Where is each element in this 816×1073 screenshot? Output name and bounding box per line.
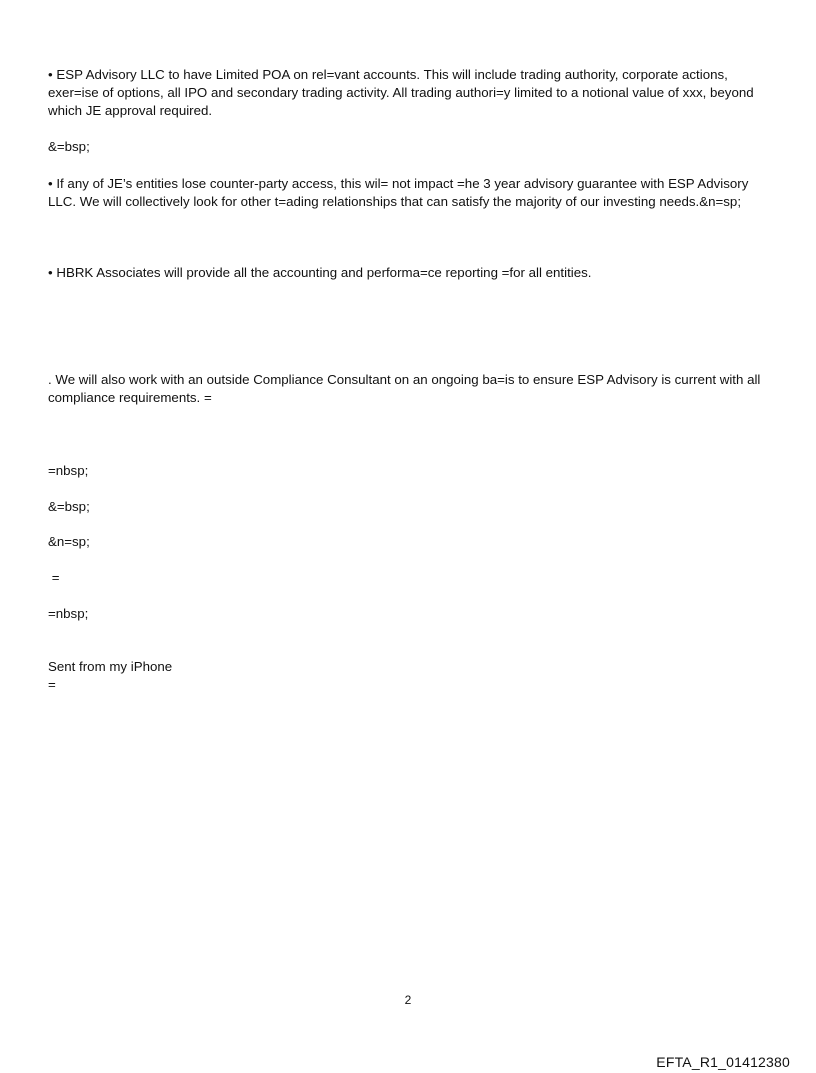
document-id: EFTA_R1_01412380 [656,1054,790,1070]
page-number: 2 [404,993,412,1007]
paragraph-equals: = [48,570,60,585]
paragraph-nbsp-1: &=bsp; [48,139,90,154]
paragraph-compliance: . We will also work with an outside Compliance Consultant on an ongoing ba=is to ensure ESP Advisory is current with all compliance requirements. = [48,372,765,405]
paragraph-poa: • ESP Advisory LLC to have Limited POA on rel=vant accounts. This will include trading authority, corporate actions, exer=ise of options, all IPO and secondary trading activity. All trading authori=y limited to a notional value of xxx, beyond which JE approval required. [48,67,758,118]
paragraph-nbsp-4: &n=sp; [48,534,90,549]
paragraph-nbsp-3: &=bsp; [48,499,90,514]
paragraph-counterparty: • If any of JE’s entities lose counter-party access, this wil= not impact =he 3 year advisory guarantee with ESP Advisory LLC. We will collectively look for other t=ading relationships that can satisfy the majority of our investing needs.&n=sp; [48,176,753,209]
paragraph-nbsp-2: =nbsp; [48,463,89,478]
signature-line: Sent from my iPhone [48,659,173,674]
paragraph-nbsp-5: =nbsp; [48,606,89,621]
paragraph-accounting: • HBRK Associates will provide all the accounting and performa=ce reporting =for all entities. [48,265,592,280]
trailing-equals: = [48,677,56,692]
